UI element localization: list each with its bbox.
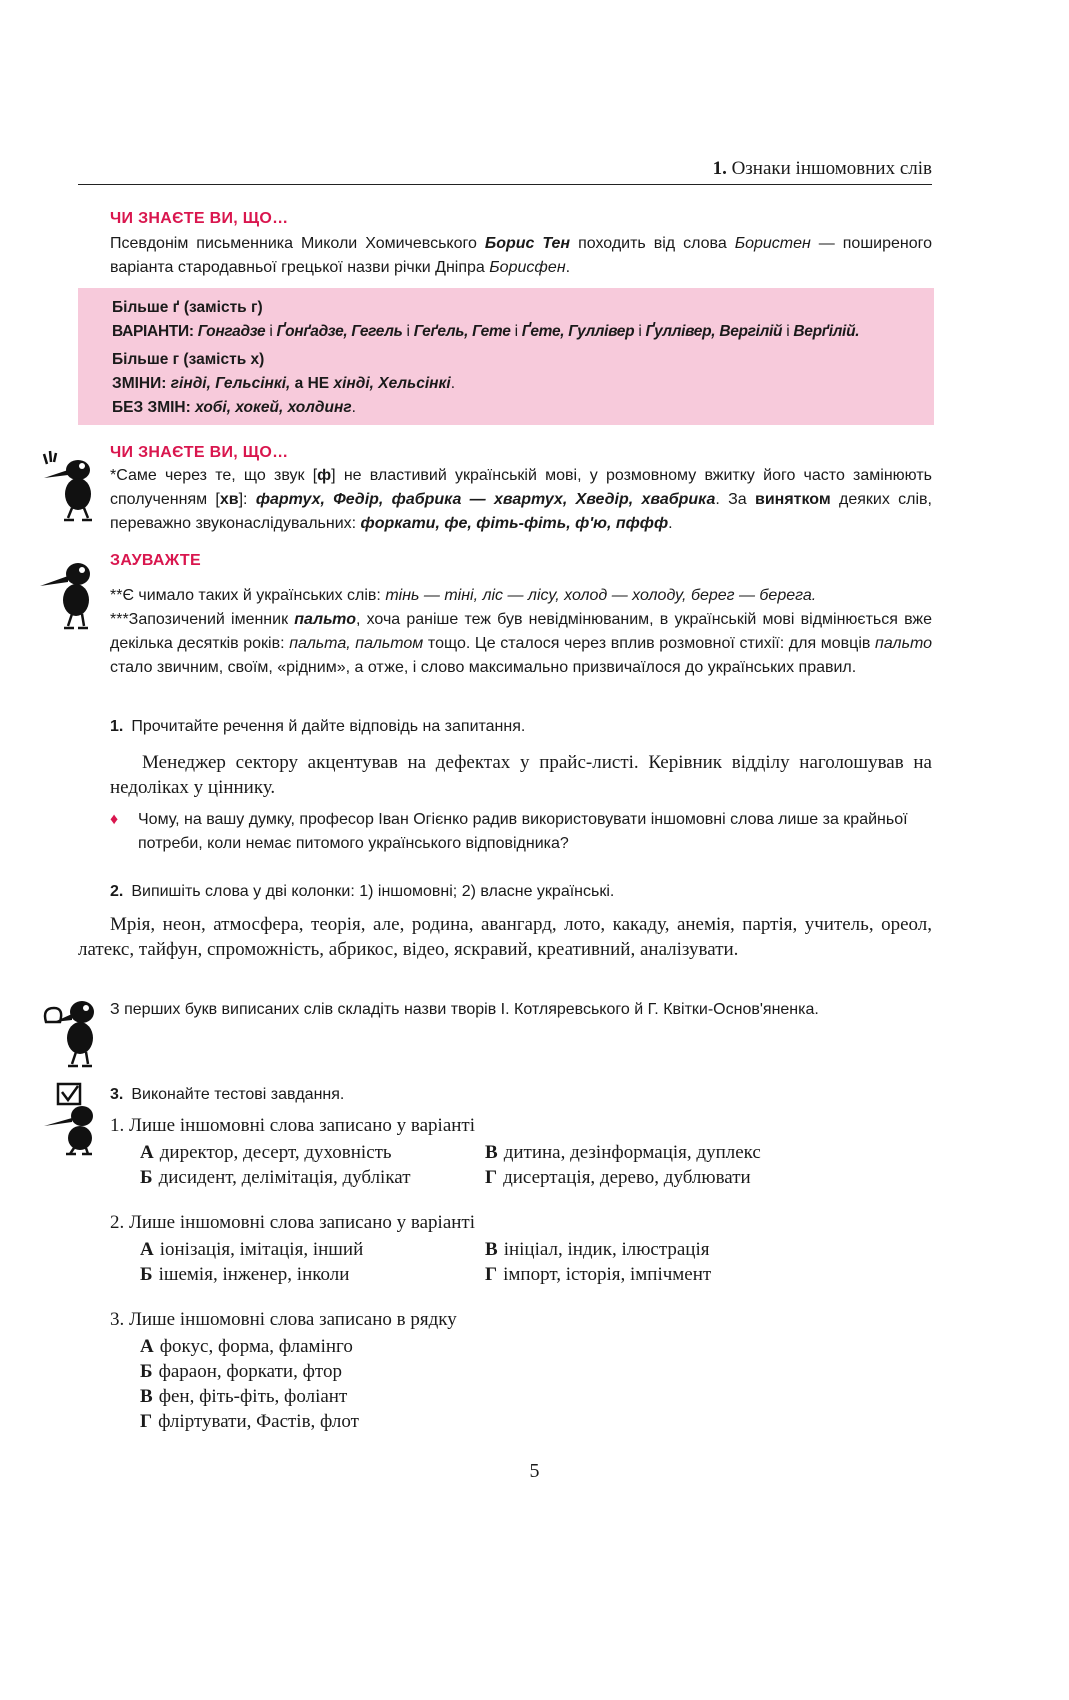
page-number: 5	[529, 1460, 540, 1482]
option-v: фен, фіть-фіть, фоліант	[158, 1386, 348, 1407]
box1-text-part: Псевдонім письменника Миколи Хомичевського	[110, 235, 485, 252]
variant-word: Вергілій	[719, 323, 783, 340]
conj: і	[514, 323, 518, 340]
note-para-2	[110, 608, 932, 680]
box1-text	[110, 232, 932, 280]
box1-word: Бористен	[734, 235, 811, 252]
crow-with-checkbox-icon	[40, 1082, 106, 1156]
box1-word2: Борисфен	[489, 259, 566, 276]
box2-part: .	[668, 515, 673, 532]
task-1-question	[110, 808, 932, 856]
variant-word: Гонгадзе	[197, 323, 266, 340]
box2-sound: хв	[219, 491, 239, 508]
rule2-heading: Більше г (замість х)	[112, 351, 265, 368]
question-stem: 1. Лише іншомовні слова записано у варіанті	[110, 1115, 475, 1136]
option-g: імпорт, історія, імпічмент	[503, 1264, 712, 1285]
option-g: фліртувати, Фастів, флот	[158, 1411, 359, 1432]
box2-text	[110, 464, 932, 536]
note-part: стало звичним, своїм, «рідним», а отже, і слово максимально призвичаїлося до українських правил.	[110, 659, 857, 676]
box2-part: ] не властивий українській мові, у розмовному вжитку його часто замінюють сполученням [	[110, 467, 932, 508]
variant-word: Ґете	[521, 323, 561, 340]
no-changes-label: БЕЗ ЗМІН:	[112, 399, 191, 416]
option-letter: Г	[140, 1411, 153, 1432]
changes-words: гінді, Гельсінкі,	[170, 375, 291, 392]
option-letter: А	[140, 1142, 154, 1163]
conj: і	[406, 323, 410, 340]
option-letter: А	[140, 1239, 154, 1260]
test-question-2	[110, 1210, 932, 1287]
task-3-instruction	[110, 1083, 932, 1107]
box2-part: *Саме через те, що звук [	[110, 467, 318, 484]
task-1-text: Менеджер сектору акцентував на дефектах у прайс-листі. Керівник відділу наголошував на недоліках у ціннику.	[110, 752, 932, 798]
option-letter: В	[140, 1386, 153, 1407]
note-word: пальто	[875, 635, 933, 652]
question-stem: 3. Лише іншомовні слова записано в рядку	[110, 1309, 457, 1330]
conj: і	[786, 323, 790, 340]
variants-line: ВАРІАНТИ: Гонгадзе і Ґонґадзе, Гегель і Геґель, Гете і Ґете, Гуллівер і Ґуллівер, Вергілій і Верґілій.	[112, 323, 860, 340]
no-changes-line: БЕЗ ЗМІН: хобі, хокей, холдинг.	[112, 399, 356, 416]
task-2-text: Мрія, неон, атмосфера, теорія, але, родина, авангард, лото, какаду, анемія, партія, учитель, ореол, латекс, тайфун, спроможність, абрикос, відео, яскравий, креативний, аналізувати.	[78, 914, 932, 960]
box1-text-part: — поширеного варіанта стародавньої грецької назви річки Дніпра	[110, 235, 933, 276]
task-text: Прочитайте речення й дайте відповідь на запитання.	[131, 718, 526, 735]
variants-label: ВАРІАНТИ:	[112, 323, 194, 340]
variant-word: Гегель	[351, 323, 403, 340]
note-word: пальто	[294, 611, 356, 628]
task-2-instruction	[110, 880, 932, 904]
note-part: **Є чимало таких й українських слів:	[110, 587, 386, 604]
box2-sound: ф	[317, 467, 332, 484]
chapter-title: Ознаки іншомовних слів	[731, 158, 932, 179]
question-stem: 2. Лише іншомовні слова записано у варіанті	[110, 1212, 475, 1233]
extra-task-text: З перших букв виписаних слів складіть назви творів І. Котляревського й Г. Квітки-Основ'яненка.	[110, 1001, 819, 1018]
box2-exception: винятком	[755, 491, 831, 508]
variant-word: Геґель	[413, 323, 465, 340]
no-changes-words: хобі, хокей, холдинг	[195, 399, 352, 416]
option-a: директор, десерт, духовність	[159, 1142, 392, 1163]
diamond-icon: ♦	[110, 811, 119, 828]
running-header	[78, 158, 932, 185]
option-letter: А	[140, 1336, 154, 1357]
crow-with-lamp-icon	[40, 994, 106, 1068]
task-text: Виконайте тестові завдання.	[131, 1086, 345, 1103]
changes-label: ЗМІНИ:	[112, 375, 167, 392]
option-letter: Г	[485, 1167, 498, 1188]
variant-word: Ґуллівер	[645, 323, 712, 340]
variant-word: Гуллівер	[568, 323, 635, 340]
task-text: Випишіть слова у дві колонки: 1) іншомовні; 2) власне українські.	[131, 883, 615, 900]
task-1-instruction	[110, 715, 932, 739]
option-g: дисертація, дерево, дублювати	[503, 1167, 751, 1188]
variant-word: Гете	[472, 323, 511, 340]
spelling-rules-box	[78, 288, 934, 425]
variant-word: Ґонґадзе	[276, 323, 344, 340]
option-a: іонізація, імітація, інший	[159, 1239, 364, 1260]
chapter-number: 1.	[712, 158, 727, 179]
conj: і	[638, 323, 642, 340]
option-b: фараон, форкати, фтор	[158, 1361, 342, 1382]
option-letter: Г	[485, 1264, 498, 1285]
changes-not: а НЕ	[294, 375, 330, 392]
option-letter: Б	[140, 1167, 153, 1188]
option-b: ішемія, інженер, інколи	[158, 1264, 350, 1285]
changes-line: ЗМІНИ: гінді, Гельсінкі, а НЕ хінді, Хельсінкі.	[112, 375, 455, 392]
option-letter: В	[485, 1239, 498, 1260]
option-v: дитина, дезінформація, дуплекс	[503, 1142, 761, 1163]
test-question-3	[110, 1307, 932, 1434]
crow-mascot-icon	[38, 448, 104, 522]
box1-text-part: .	[565, 259, 571, 276]
crow-mascot-icon	[38, 556, 104, 630]
rule1-heading: Більше ґ (замість г)	[112, 299, 263, 316]
did-you-know-box-2	[110, 444, 932, 536]
note-example: тінь — тіні, ліс — лісу, холод — холоду, берег — берега.	[385, 587, 817, 604]
note-part: ***Запозичений іменник	[110, 611, 295, 628]
box2-part: деяких слів, переважно звуконаслідувальних:	[110, 491, 932, 532]
task-number: 2.	[110, 883, 124, 900]
note-para-1	[110, 584, 932, 608]
note-part: тощо. Це сталося через вплив розмовної стихії: для мовців	[423, 635, 876, 652]
box1-title: ЧИ ЗНАЄТЕ ВИ, ЩО…	[110, 210, 289, 227]
note-box	[110, 552, 932, 680]
option-a: фокус, форма, фламінго	[159, 1336, 353, 1357]
changes-words-2: хінді, Хельсінкі	[333, 375, 451, 392]
task-number: 1.	[110, 718, 124, 735]
box2-title: ЧИ ЗНАЄТЕ ВИ, ЩО…	[110, 444, 289, 461]
conj: і	[269, 323, 273, 340]
box2-example: фартух, Федір, фабрика — хвартух, Хведір, хвабрика	[255, 491, 716, 508]
option-letter: В	[485, 1142, 498, 1163]
box1-text-part: походить від слова	[570, 235, 735, 252]
box1-pseudonym: Борис Тен	[484, 235, 571, 252]
did-you-know-box-1	[110, 210, 932, 280]
option-b: дисидент, делімітація, дублікат	[158, 1167, 411, 1188]
box2-part: . За	[715, 491, 755, 508]
note-part: , хоча раніше теж був невідмінюваним, в українській мові відмінюється вже декілька десятків років:	[110, 611, 933, 652]
note-title: ЗАУВАЖТЕ	[110, 552, 201, 569]
option-letter: Б	[140, 1264, 153, 1285]
box2-part: ]:	[238, 491, 256, 508]
variant-word: Верґілій	[793, 323, 856, 340]
option-v: ініціал, індик, ілюстрація	[503, 1239, 710, 1260]
task-number: 3.	[110, 1086, 124, 1103]
option-letter: Б	[140, 1361, 153, 1382]
box2-example: форкати, фе, фіть-фіть, ф'ю, пффф	[360, 515, 669, 532]
note-example: пальта, пальтом	[289, 635, 424, 652]
question-text: Чому, на вашу думку, професор Іван Огієнко радив використовувати іншомовні слова лише за крайньої потреби, коли немає питомого українського відповідника?	[138, 811, 908, 852]
test-question-1	[110, 1113, 932, 1190]
